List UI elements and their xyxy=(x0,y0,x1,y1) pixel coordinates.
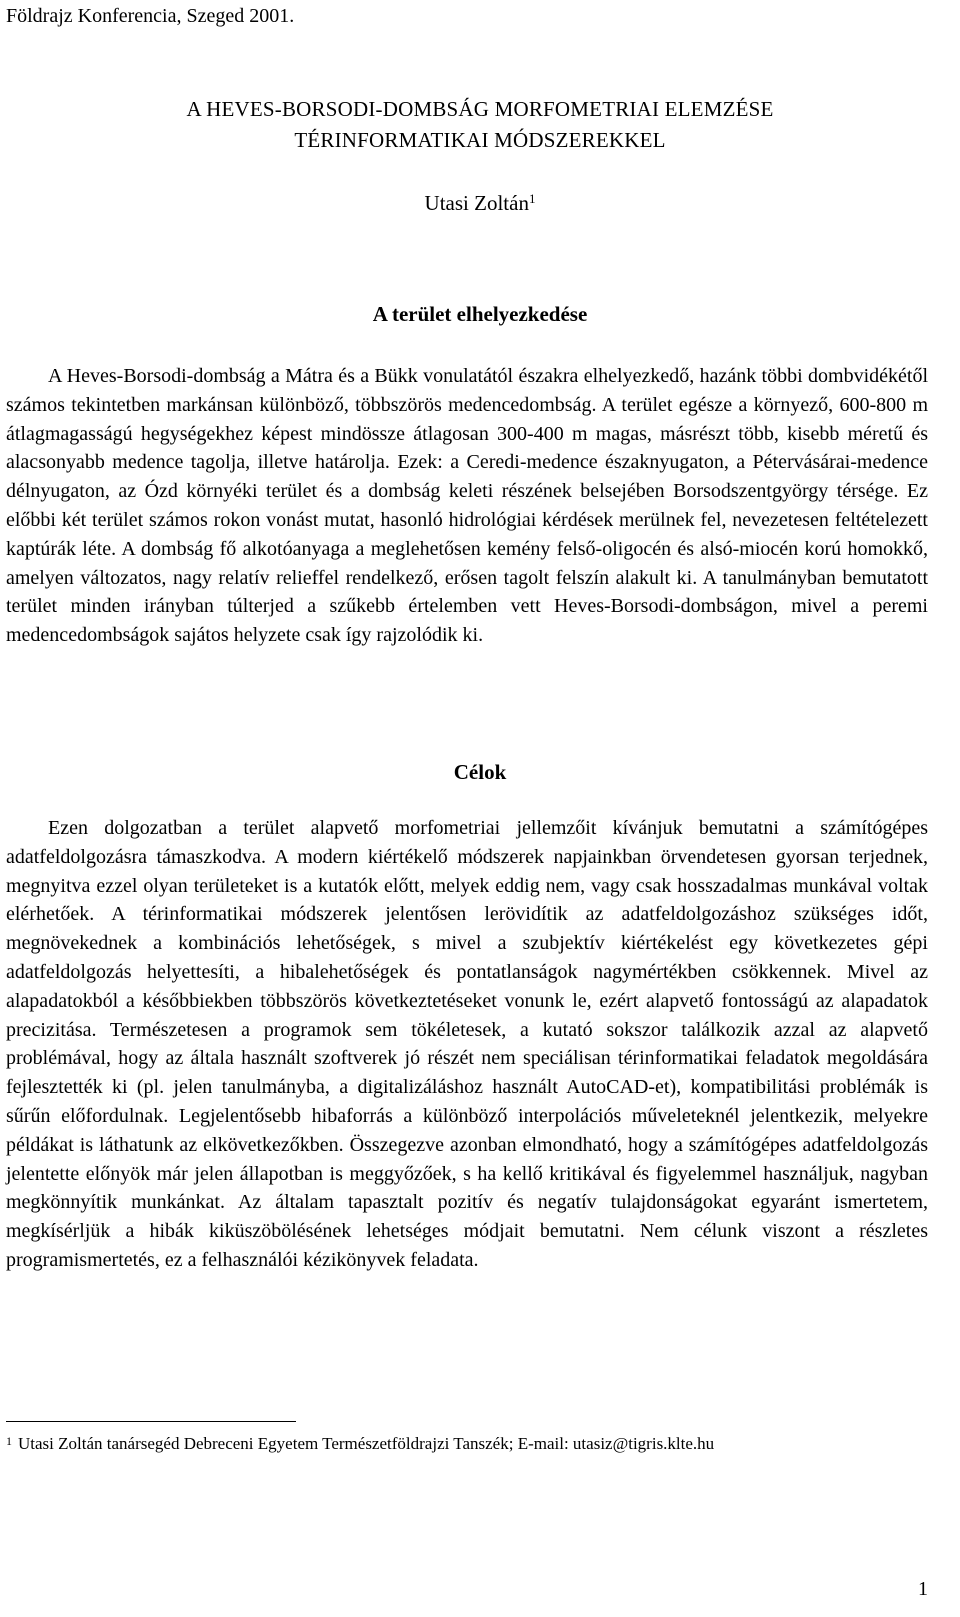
footnote-text: Utasi Zoltán tanársegéd Debreceni Egyetem Természetföldrajzi Tanszék; E-mail: utasiz@tigris.klte.hu xyxy=(18,1434,715,1453)
conference-header: Földrajz Konferencia, Szeged 2001. xyxy=(6,5,295,27)
page-number: 1 xyxy=(918,1578,928,1600)
author-line xyxy=(0,188,960,218)
section-body-location: A Heves-Borsodi-dombság a Mátra és a Bükk vonulatától északra elhelyezkedő, hazánk többi dombvidékétől számos tekintetben markánsan különböző, többszörös medencedombság. A terület egésze a környező, 600-800 m átlagmagasságú hegységekhez képest mindössze átlagosan 300-400 m magas, másrészt több, kisebb méretű és alacsonyabb medence tagolja, illetve határolja. Ezek: a Ceredi-medence északnyugaton, a Pétervásárai-medence délnyugaton, az Ózd környéki terület és a dombság keleti részének belsejében Borsodszentgyörgy térsége. Ez előbbi két terület számos rokon vonást mutat, hasonló hidrológiai kérdések merülnek fel, nevezetesen feltételezett kaptúrák léte. A dombság fő alkotóanyaga a meglehetősen kemény felső-oligocén és alsó-miocén korú homokkő, amelyen változatos, nagy relatív relieffel rendelkező, erősen tagolt felszín alakult ki. A tanulmányban bemutatott terület minden irányban túlterjed a szűkebb értelemben vett Heves-Borsodi-dombságon, mivel a peremi medencedombságok sajátos helyzete csak így rajzolódik ki. xyxy=(6,365,928,647)
paper-title-line-2: TÉRINFORMATIKAI MÓDSZEREKKEL xyxy=(294,128,666,152)
section-heading-location: A terület elhelyezkedése xyxy=(372,302,588,326)
footnote-mark: 1 xyxy=(6,1434,12,1448)
footnote-divider xyxy=(6,1421,296,1422)
author-footnote-mark: 1 xyxy=(528,191,536,206)
author-name: Utasi Zoltán xyxy=(424,191,529,215)
paper-title-line-1: A HEVES-BORSODI-DOMBSÁG MORFOMETRIAI ELEMZÉSE xyxy=(186,97,774,121)
section-heading-goals: Célok xyxy=(453,760,507,784)
footnote xyxy=(6,1432,936,1456)
section-body-goals: Ezen dolgozatban a terület alapvető morfometriai jellemzőit kívánjuk bemutatni a számítógépes adatfeldolgozásra támaszkodva. A modern kiértékelő módszerek napjainkban örvendetesen gyorsan terjednek, megnyitva ezzel olyan területeket is a kutatók előtt, melyek eddig nem, vagy csak hosszadalmas munkával voltak elérhetőek. A térinformatikai módszerek jelentősen lerövidítik az adatfeldolgozáshoz szükséges időt, megnövekednek a kombinációs lehetőségek, s mivel a szubjektív kiértékelést egy következetes gépi adatfeldolgozás helyettesíti, a hibalehetőségek és pontatlanságok nagymértékben csökkennek. Mivel az alapadatokból a későbbiekben többszörös következtetéseket vonunk le, ezért alapvető fontosságú az alapadatok precizitása. Természetesen a programok sem tökéletesek, a kutató sokszor találkozik azzal az alapvető problémával, hogy az általa használt szoftverek jó részét nem speciálisan térinformatikai feladatok megoldására fejlesztették ki (pl. jelen tanulmányba, a digitalizáláshoz használt AutoCAD-et), kompatibilitási problémák is sűrűn előfordulnak. Legjelentősebb hibaforrás a különböző interpolációs műveleteknél jelentkezik, melyekre példákat is láthatunk az elkövetkezőkben. Összegezve azonban elmondható, hogy a számítógépes adatfeldolgozás jelentette előnyök már jelen állapotban is meggyőzőek, s ha kellő kritikával és figyelemmel használjuk, nagyban megkönnyítik munkánkat. Az általam tapasztalt pozitív és negatív tulajdonságokat egyaránt ismertetem, megkísérljük a hibák kiküszöbölésének lehetséges módjait bemutatni. Nem célunk viszont a részletes programismertetés, ez a felhasználói kézikönyvek feladata. xyxy=(6,817,928,1271)
